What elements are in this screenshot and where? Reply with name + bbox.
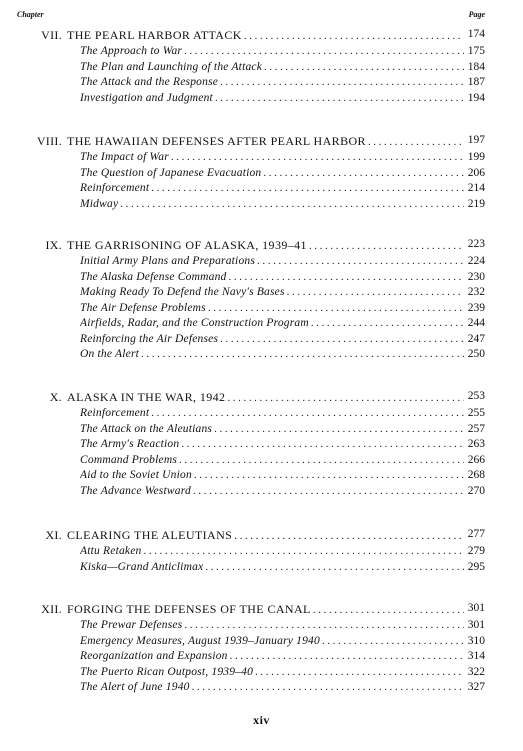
section-title: The Attack and the Response [80,76,219,88]
section-title-line [80,92,468,104]
section-entry [0,681,523,697]
section-title-line [80,438,468,450]
section-entry [0,182,523,198]
section-page-number: 187 [467,76,485,88]
section-title-line [80,561,468,573]
chapter-title: CLEARING THE ALEUTIANS [67,528,233,542]
section-page-number: 301 [467,619,485,631]
dot-leader [215,92,464,104]
section-title-line [80,286,468,298]
section-title: Command Problems [80,453,178,466]
section-entry [0,255,523,271]
chapter-title: THE HAWAIIAN DEFENSES AFTER PEARL HARBOR [67,134,366,148]
dot-leader [184,619,464,631]
section-title-line [80,545,468,557]
dot-leader [322,635,464,647]
section-title-line [80,182,468,194]
section-title: The Approach to War [80,45,183,57]
section-entry [0,545,523,561]
dot-leader [205,561,464,573]
section-entry [0,423,523,439]
section-page-number: 270 [467,484,485,497]
chapter-page-number: 223 [467,238,485,250]
dot-leader [311,317,464,329]
chapter-column-header: Chapter [17,10,44,19]
section-page-number: 327 [467,681,485,693]
section-title: The Puerto Rican Outpost, 1939–40 [80,665,254,678]
chapter-page-number: 277 [467,528,485,540]
chapter-title: ALASKA IN THE WAR, 1942 [67,390,226,404]
dot-leader [255,666,464,678]
section-title-line [80,650,468,662]
section-page-number: 314 [467,650,485,662]
section-page-number: 257 [467,422,485,435]
section-title-line [80,333,468,345]
section-title: The Plan and Launching of the Attack [80,60,263,73]
section-title-line [80,302,468,314]
chapter-numeral: XI. [45,528,62,542]
dot-leader [184,45,464,57]
section-title: The Question of Japanese Evacuation [80,166,262,179]
section-title: Emergency Measures, August 1939–January 1940 [80,634,320,647]
dot-leader [244,30,464,42]
section-page-number: 244 [467,317,485,329]
chapter-title: FORGING THE DEFENSES OF THE CANAL [67,602,311,616]
section-title: Airfields, Radar, and the Construction Program [80,317,309,329]
section-entry [0,348,523,364]
section-page-number: 239 [467,301,485,314]
section-page-number: 224 [467,255,485,267]
chapter-numeral: VII. [41,28,62,42]
dot-leader [264,61,464,73]
section-page-number: 232 [467,286,485,298]
chapter-title-line [67,390,468,405]
section-entry [0,485,523,501]
section-title-line [80,198,468,210]
section-title-line [80,619,468,631]
section-title: Kiska—Grand Anticlimax [80,560,204,573]
section-entry [0,333,523,349]
dot-leader [368,136,464,148]
section-title: Making Ready To Defend the Navy's Bases [80,286,285,298]
section-title: The Attack on the Aleutians [80,422,213,435]
chapter-title-line [67,28,468,43]
chapter-entry [0,134,523,150]
chapter-page-number: 174 [467,28,485,40]
dot-leader [234,530,464,542]
section-page-number: 279 [467,545,485,557]
section-page-number: 268 [467,469,485,481]
section-entry [0,45,523,61]
section-entry [0,317,523,333]
section-title-line [80,151,468,163]
section-title: Aid to the Soviet Union [80,469,192,481]
chapter-title-line [67,602,468,617]
dot-leader [141,348,464,360]
section-title-line [80,423,468,435]
section-page-number: 255 [467,407,485,419]
page-number-footer: xiv [253,713,270,727]
dot-leader [230,650,464,662]
section-title: On the Alert [80,348,140,360]
section-entry [0,635,523,651]
section-page-number: 310 [467,634,485,647]
chapter-title-line [67,238,468,253]
section-page-number: 266 [467,453,485,466]
section-title-line [80,76,468,88]
section-page-number: 322 [467,665,485,678]
section-title: Investigation and Judgment [80,91,213,104]
chapter-title: THE PEARL HARBOR ATTACK [67,28,242,42]
section-entry [0,619,523,635]
section-page-number: 184 [467,60,485,73]
section-entry [0,61,523,77]
dot-leader [220,76,464,88]
chapter-entry [0,602,523,618]
section-title-line [80,469,468,481]
chapter-page-number: 253 [467,390,485,402]
section-entry [0,666,523,682]
dot-leader [227,392,464,404]
section-title-line [80,255,468,267]
section-page-number: 263 [467,438,485,450]
section-entry [0,92,523,108]
section-title-line [80,271,468,283]
section-page-number: 199 [467,151,485,163]
section-title-line [80,407,468,419]
chapter-page-number: 197 [467,134,485,146]
section-title: Reinforcement [80,182,150,194]
chapter-numeral: X. [49,390,62,404]
section-title: Reinforcing the Air Defenses [80,332,219,345]
section-entry [0,454,523,470]
section-page-number: 219 [467,197,485,210]
chapter-title-line [67,528,468,543]
chapter-page-number: 301 [467,602,485,614]
section-entry [0,302,523,318]
section-page-number: 194 [467,91,485,104]
section-title: The Alaska Defense Command [80,270,227,283]
chapter-numeral: IX. [45,238,62,252]
section-title: The Impact of War [80,151,169,163]
dot-leader [151,407,464,419]
dot-leader [313,604,464,616]
dot-leader [220,333,464,345]
section-title: Reorganization and Expansion [80,650,228,662]
section-title: Initial Army Plans and Preparations [80,255,256,267]
section-title-line [80,167,468,179]
section-title: The Air Defense Problems [80,301,206,314]
section-page-number: 295 [467,560,485,573]
section-entry [0,167,523,183]
section-page-number: 206 [467,166,485,179]
dot-leader [309,240,464,252]
chapter-entry [0,238,523,254]
section-entry [0,286,523,302]
section-title-line [80,666,468,678]
chapter-entry [0,28,523,44]
section-title: Attu Retaken [80,545,142,557]
section-title: The Army's Reaction [80,438,180,450]
dot-leader [181,438,464,450]
dot-leader [257,255,464,267]
section-entry [0,650,523,666]
section-entry [0,271,523,287]
dot-leader [208,302,464,314]
section-title-line [80,348,468,360]
chapter-title-line [67,134,468,149]
dot-leader [194,469,464,481]
section-entry [0,407,523,423]
page-column-header: Page [468,10,485,19]
dot-leader [143,545,464,557]
section-title-line [80,681,468,693]
dot-leader [214,423,464,435]
section-page-number: 230 [467,270,485,283]
dot-leader [151,182,464,194]
dot-leader [287,286,464,298]
dot-leader [263,167,464,179]
section-page-number: 247 [467,332,485,345]
section-entry [0,151,523,167]
dot-leader [193,485,464,497]
section-title-line [80,454,468,466]
section-title-line [80,45,468,57]
section-title-line [80,317,468,329]
dot-leader [229,271,465,283]
dot-leader [171,151,464,163]
section-title: Reinforcement [80,407,150,419]
section-page-number: 175 [467,45,485,57]
section-title: The Advance Westward [80,484,191,497]
section-entry [0,76,523,92]
dot-leader [192,681,464,693]
section-entry [0,469,523,485]
section-entry [0,561,523,577]
section-title: Midway [80,197,119,210]
section-entry [0,198,523,214]
section-entry [0,438,523,454]
chapter-title: THE GARRISONING OF ALASKA, 1939–41 [67,238,307,252]
section-page-number: 214 [467,182,485,194]
section-title-line [80,485,468,497]
chapter-entry [0,528,523,544]
chapter-entry [0,390,523,406]
section-title: The Alert of June 1940 [80,681,190,693]
chapter-numeral: XII. [41,602,62,616]
section-title-line [80,61,468,73]
chapter-numeral: VIII. [36,134,62,148]
dot-leader [120,198,464,210]
section-title-line [80,635,468,647]
section-title: The Prewar Defenses [80,619,183,631]
dot-leader [179,454,464,466]
section-page-number: 250 [467,348,485,360]
